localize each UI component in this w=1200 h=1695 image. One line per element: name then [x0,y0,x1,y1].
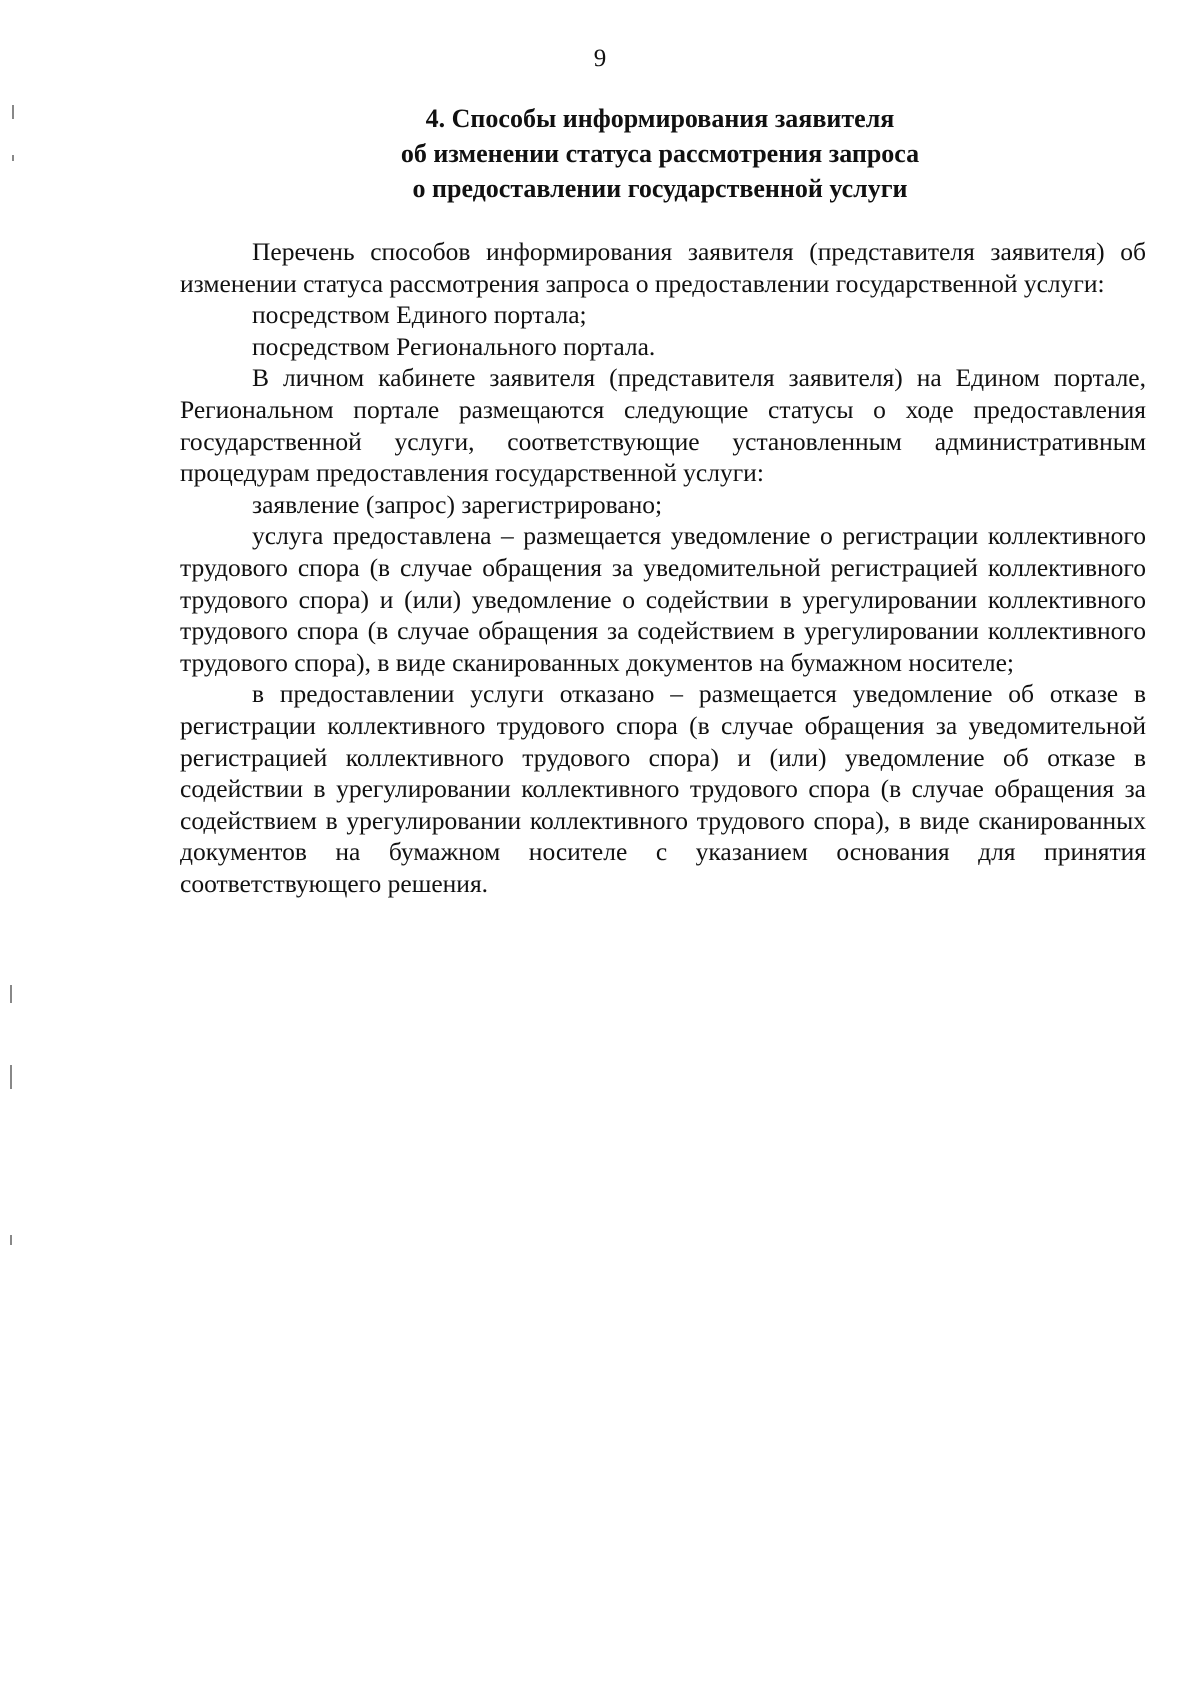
scan-artifact [12,155,14,161]
heading-line: 4. Способы информирования заявителя [425,104,895,133]
document-body [180,236,1146,899]
list-item: в предоставлении услуги отказано – размещается уведомление об отказе в регистрации коллективного трудового спора (в случае обращения за уведомительной регистрацией коллективного трудового спора) и (или) уведомление об отказе в содействии в урегулировании коллективного трудового спора (в случае обращения за содействием в урегулировании коллективного трудового спора), в виде сканированных документов на бумажном носителе с указанием основания для принятия соответствующего решения. [180,679,1146,898]
scan-artifact [10,1065,12,1089]
scan-artifact [10,985,12,1003]
paragraph-intro: Перечень способов информирования заявителя (представителя заявителя) об изменении статуса рассмотрения запроса о предоставлении государственной услуги: [180,237,1146,298]
heading-line: об изменении статуса рассмотрения запроса [400,139,920,168]
list-item: посредством Единого портала; [252,300,587,330]
scan-artifact [12,105,14,119]
page-number: 9 [593,45,607,72]
paragraph-statuses: В личном кабинете заявителя (представителя заявителя) на Едином портале, Региональном портале размещаются следующие статусы о ходе предоставления государственной услуги, соответствующие установленным административным процедурам предоставления государственной услуги: [180,363,1146,488]
list-item: заявление (запрос) зарегистрировано; [252,489,663,519]
list-item: посредством Регионального портала. [252,331,656,361]
list-item: услуга предоставлена – размещается уведомление о регистрации коллективного трудового спора (в случае обращения за уведомительной регистрацией коллективного трудового спора) и (или) уведомление о содействии в урегулировании коллективного трудового спора (в случае обращения за содействием в урегулировании коллективного трудового спора), в виде сканированных документов на бумажном носителе; [180,521,1146,677]
section-heading [180,101,1140,206]
heading-line: о предоставлении государственной услуги [412,174,908,203]
scan-artifact [10,1235,12,1245]
